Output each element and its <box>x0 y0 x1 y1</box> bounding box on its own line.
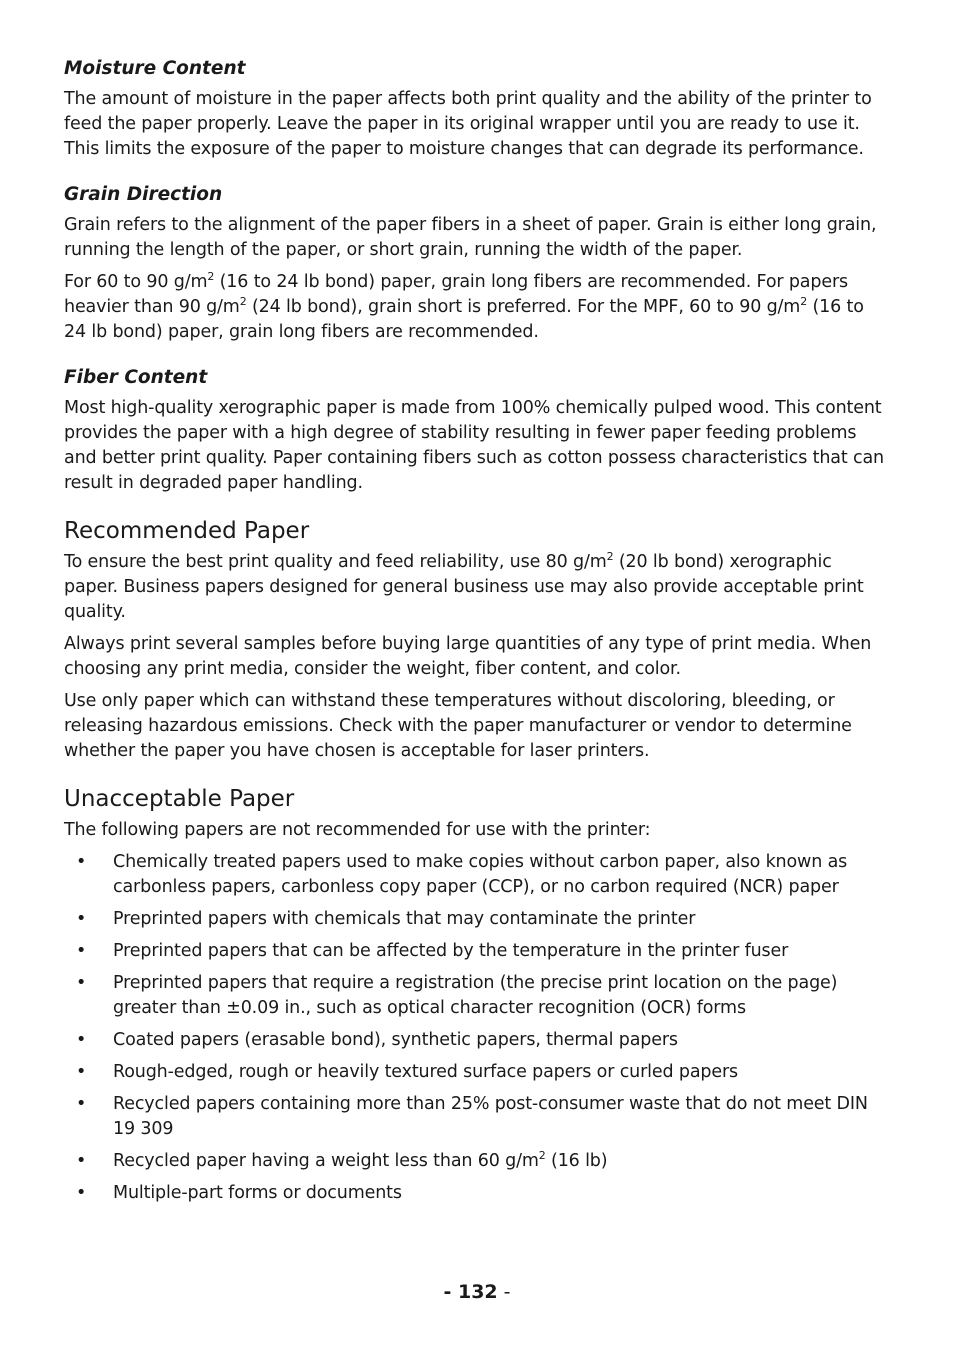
section-heading-fiber-content: Fiber Content <box>64 367 208 388</box>
superscript: 2 <box>538 1149 546 1162</box>
page-number-value: 132 <box>457 1281 498 1303</box>
superscript: 2 <box>239 295 247 308</box>
paragraph-grain-definition: Grain refers to the alignment of the paper fibers in a sheet of paper. Grain is either long grain, running the length of the paper, or short grain, running the width of the paper. <box>64 215 877 260</box>
text-span: (16 to 24 lb bond) paper, grain long fibers are recommended. For papers heavier than 90 g/m <box>64 272 848 317</box>
section-heading-grain-direction: Grain Direction <box>64 184 223 205</box>
text-span: (16 lb) <box>545 1151 608 1171</box>
bullet-icon: • <box>76 1094 87 1114</box>
paragraph-fiber-content: Most high-quality xerographic paper is made from 100% chemically pulped wood. This content provides the paper with a high degree of stability resulting in fewer paper feeding problems and better print quality. Paper containing fibers such as cotton possess characteristics that can result in degraded paper handling. <box>64 398 884 493</box>
list-item-text: Preprinted papers that can be affected by the temperature in the printer fuser <box>113 941 789 961</box>
paragraph-print-samples: Always print several samples before buying large quantities of any type of print media. When choosing any print media, consider the weight, fiber content, and color. <box>64 634 872 679</box>
superscript: 2 <box>207 270 215 283</box>
list-item <box>64 1181 890 1206</box>
section-heading-moisture-content: Moisture Content <box>64 58 246 79</box>
list-item-text: Preprinted papers with chemicals that may contaminate the printer <box>113 909 696 929</box>
list-item <box>64 939 890 964</box>
list-item <box>64 1060 890 1085</box>
text-span: (20 lb bond) xerographic paper. Business papers designed for general business use may also provide acceptable print quality. <box>64 552 864 622</box>
bullet-icon: • <box>76 909 87 929</box>
paragraph-unacceptable-intro: The following papers are not recommended for use with the printer: <box>64 820 651 840</box>
page-number-suffix: - <box>497 1281 511 1303</box>
bullet-icon: • <box>76 941 87 961</box>
text-span: Recycled paper having a weight less than 60 g/m <box>113 1151 539 1171</box>
list-item <box>64 1149 890 1174</box>
list-item-text: Coated papers (erasable bond), synthetic papers, thermal papers <box>113 1030 678 1050</box>
bullet-icon: • <box>76 1151 87 1171</box>
bullet-icon: • <box>76 1062 87 1082</box>
text-span: (16 to 24 lb bond) paper, grain long fibers are recommended. <box>64 297 864 342</box>
text-span: To ensure the best print quality and feed reliability, use 80 g/m <box>64 552 607 572</box>
bullet-icon: • <box>76 1030 87 1050</box>
list-item <box>64 850 890 900</box>
list-item-text: Preprinted papers that require a registration (the precise print location on the page) greater than ±0.09 in., such as optical character recognition (OCR) forms <box>113 973 838 1018</box>
list-item-text <box>113 1151 607 1171</box>
paragraph-moisture-content: The amount of moisture in the paper affects both print quality and the ability of the printer to feed the paper properly. Leave the paper in its original wrapper until you are ready to use it. This limits the exposure of the paper to moisture changes that can degrade its performance. <box>64 89 872 159</box>
list-item-text: Multiple-part forms or documents <box>113 1183 402 1203</box>
list-item-text: Chemically treated papers used to make copies without carbon paper, also known as carbonless papers, carbonless copy paper (CCP), or no carbon required (NCR) paper <box>113 852 848 897</box>
page-number <box>0 1279 954 1305</box>
list-item <box>64 907 890 932</box>
list-item <box>64 971 890 1021</box>
list-item <box>64 1028 890 1053</box>
text-span: (24 lb bond), grain short is preferred. For the MPF, 60 to 90 g/m <box>246 297 801 317</box>
list-item-text: Rough-edged, rough or heavily textured surface papers or curled papers <box>113 1062 738 1082</box>
bullet-icon: • <box>76 852 87 872</box>
paragraph-recommended-weight <box>64 550 890 625</box>
paragraph-temperature-warning: Use only paper which can withstand these temperatures without discoloring, bleeding, or releasing hazardous emissions. Check with the paper manufacturer or vendor to determine whether the paper you have chosen is acceptable for laser printers. <box>64 691 852 761</box>
paragraph-grain-recommendation <box>64 270 890 345</box>
document-page <box>64 56 890 1213</box>
section-heading-unacceptable-paper: Unacceptable Paper <box>64 786 295 812</box>
page-number-prefix: - <box>443 1281 458 1303</box>
bullet-icon: • <box>76 973 87 993</box>
list-item <box>64 1092 890 1142</box>
superscript: 2 <box>606 550 614 563</box>
unacceptable-paper-list <box>64 850 890 1206</box>
section-heading-recommended-paper: Recommended Paper <box>64 518 310 544</box>
text-span: For 60 to 90 g/m <box>64 272 208 292</box>
superscript: 2 <box>800 295 808 308</box>
list-item-text: Recycled papers containing more than 25% post-consumer waste that do not meet DIN 19 309 <box>113 1094 868 1139</box>
bullet-icon: • <box>76 1183 87 1203</box>
